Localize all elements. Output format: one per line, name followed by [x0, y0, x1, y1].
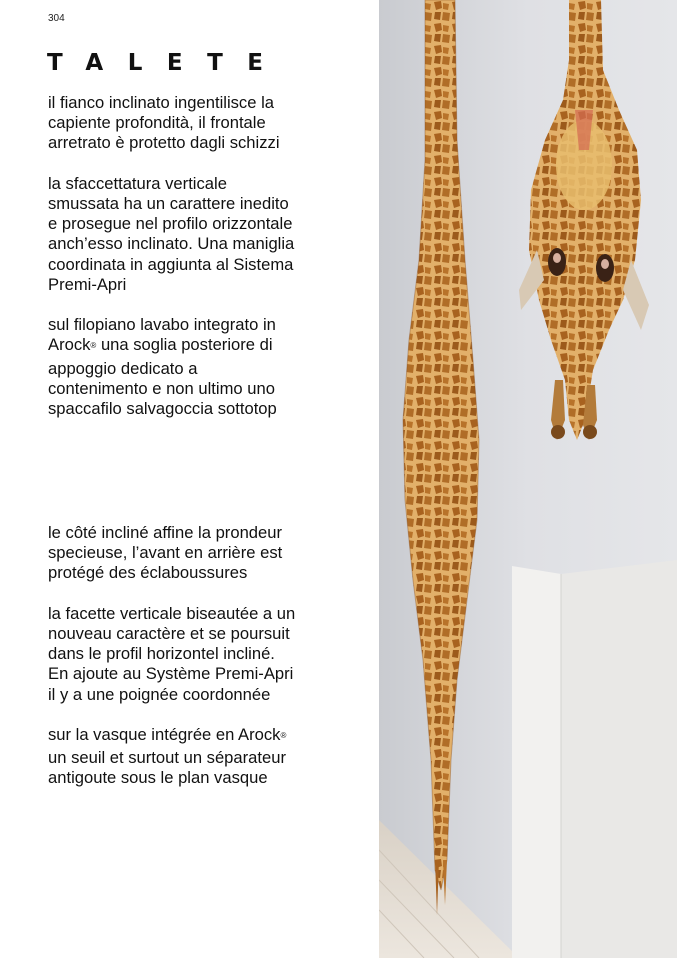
text-line: arretrato è protetto dagli schizzi — [48, 133, 280, 153]
text-line: sul filopiano lavabo integrato in — [48, 315, 276, 335]
text-line: e prosegue nel profilo orizzontale — [48, 214, 293, 234]
text-line: la facette verticale biseautée a un — [48, 603, 296, 623]
french-paragraph-3 — [48, 725, 366, 789]
giraffe-wall-graphic-icon — [379, 0, 677, 958]
text-line: anch’esso inclinato. Una maniglia — [48, 234, 295, 254]
text-line: smussata ha un carattere inedito — [48, 194, 289, 213]
text-line: spaccafilo salvagoccia sottotop — [48, 399, 277, 419]
product-title: TALETE — [47, 50, 288, 76]
text-line: le côté incliné affine la prondeur — [48, 523, 283, 542]
text-line: nouveau caractère et se poursuit — [48, 624, 290, 643]
italian-paragraph-1 — [48, 93, 366, 154]
registered-mark: ® — [280, 731, 287, 740]
registered-mark: ® — [90, 341, 97, 351]
text-line: coordinata in aggiunta al Sistema — [48, 254, 294, 274]
italian-description — [48, 93, 366, 419]
french-paragraph-1 — [48, 523, 366, 584]
text-line: En ajoute au Système Premi-Apri — [48, 664, 294, 684]
text-line: protégé des éclaboussures — [48, 563, 248, 583]
text-line: dans le profil horizontel incliné. — [48, 644, 275, 664]
french-paragraph-2 — [48, 604, 366, 705]
italian-paragraph-2 — [48, 174, 366, 295]
bathroom-photo — [379, 0, 677, 958]
text-fragment: Arock — [48, 335, 91, 355]
text-line: il fianco inclinato ingentilisce la — [48, 93, 274, 112]
text-fragment: una soglia posteriore di — [96, 335, 273, 355]
text-line: appoggio dedicato a — [48, 358, 198, 378]
text-line — [48, 335, 366, 358]
page-number: 304 — [48, 13, 65, 24]
italian-paragraph-3 — [48, 315, 366, 419]
text-fragment: sur la vasque intégrée en Arock — [48, 725, 281, 744]
text-line: contenimento e non ultimo uno — [48, 378, 275, 398]
text-line: un seuil et surtout un séparateur — [48, 748, 286, 768]
text-line: specieuse, l’avant en arrière est — [48, 543, 283, 563]
french-description — [48, 523, 366, 789]
text-line: antigoute sous le plan vasque — [48, 768, 268, 788]
text-line: capiente profondità, il frontale — [48, 113, 266, 133]
text-line: il y a une poignée coordonnée — [48, 684, 271, 704]
text-line: la sfaccettatura verticale — [48, 173, 227, 193]
text-line: Premi-Apri — [48, 274, 127, 294]
text-line — [48, 725, 366, 748]
